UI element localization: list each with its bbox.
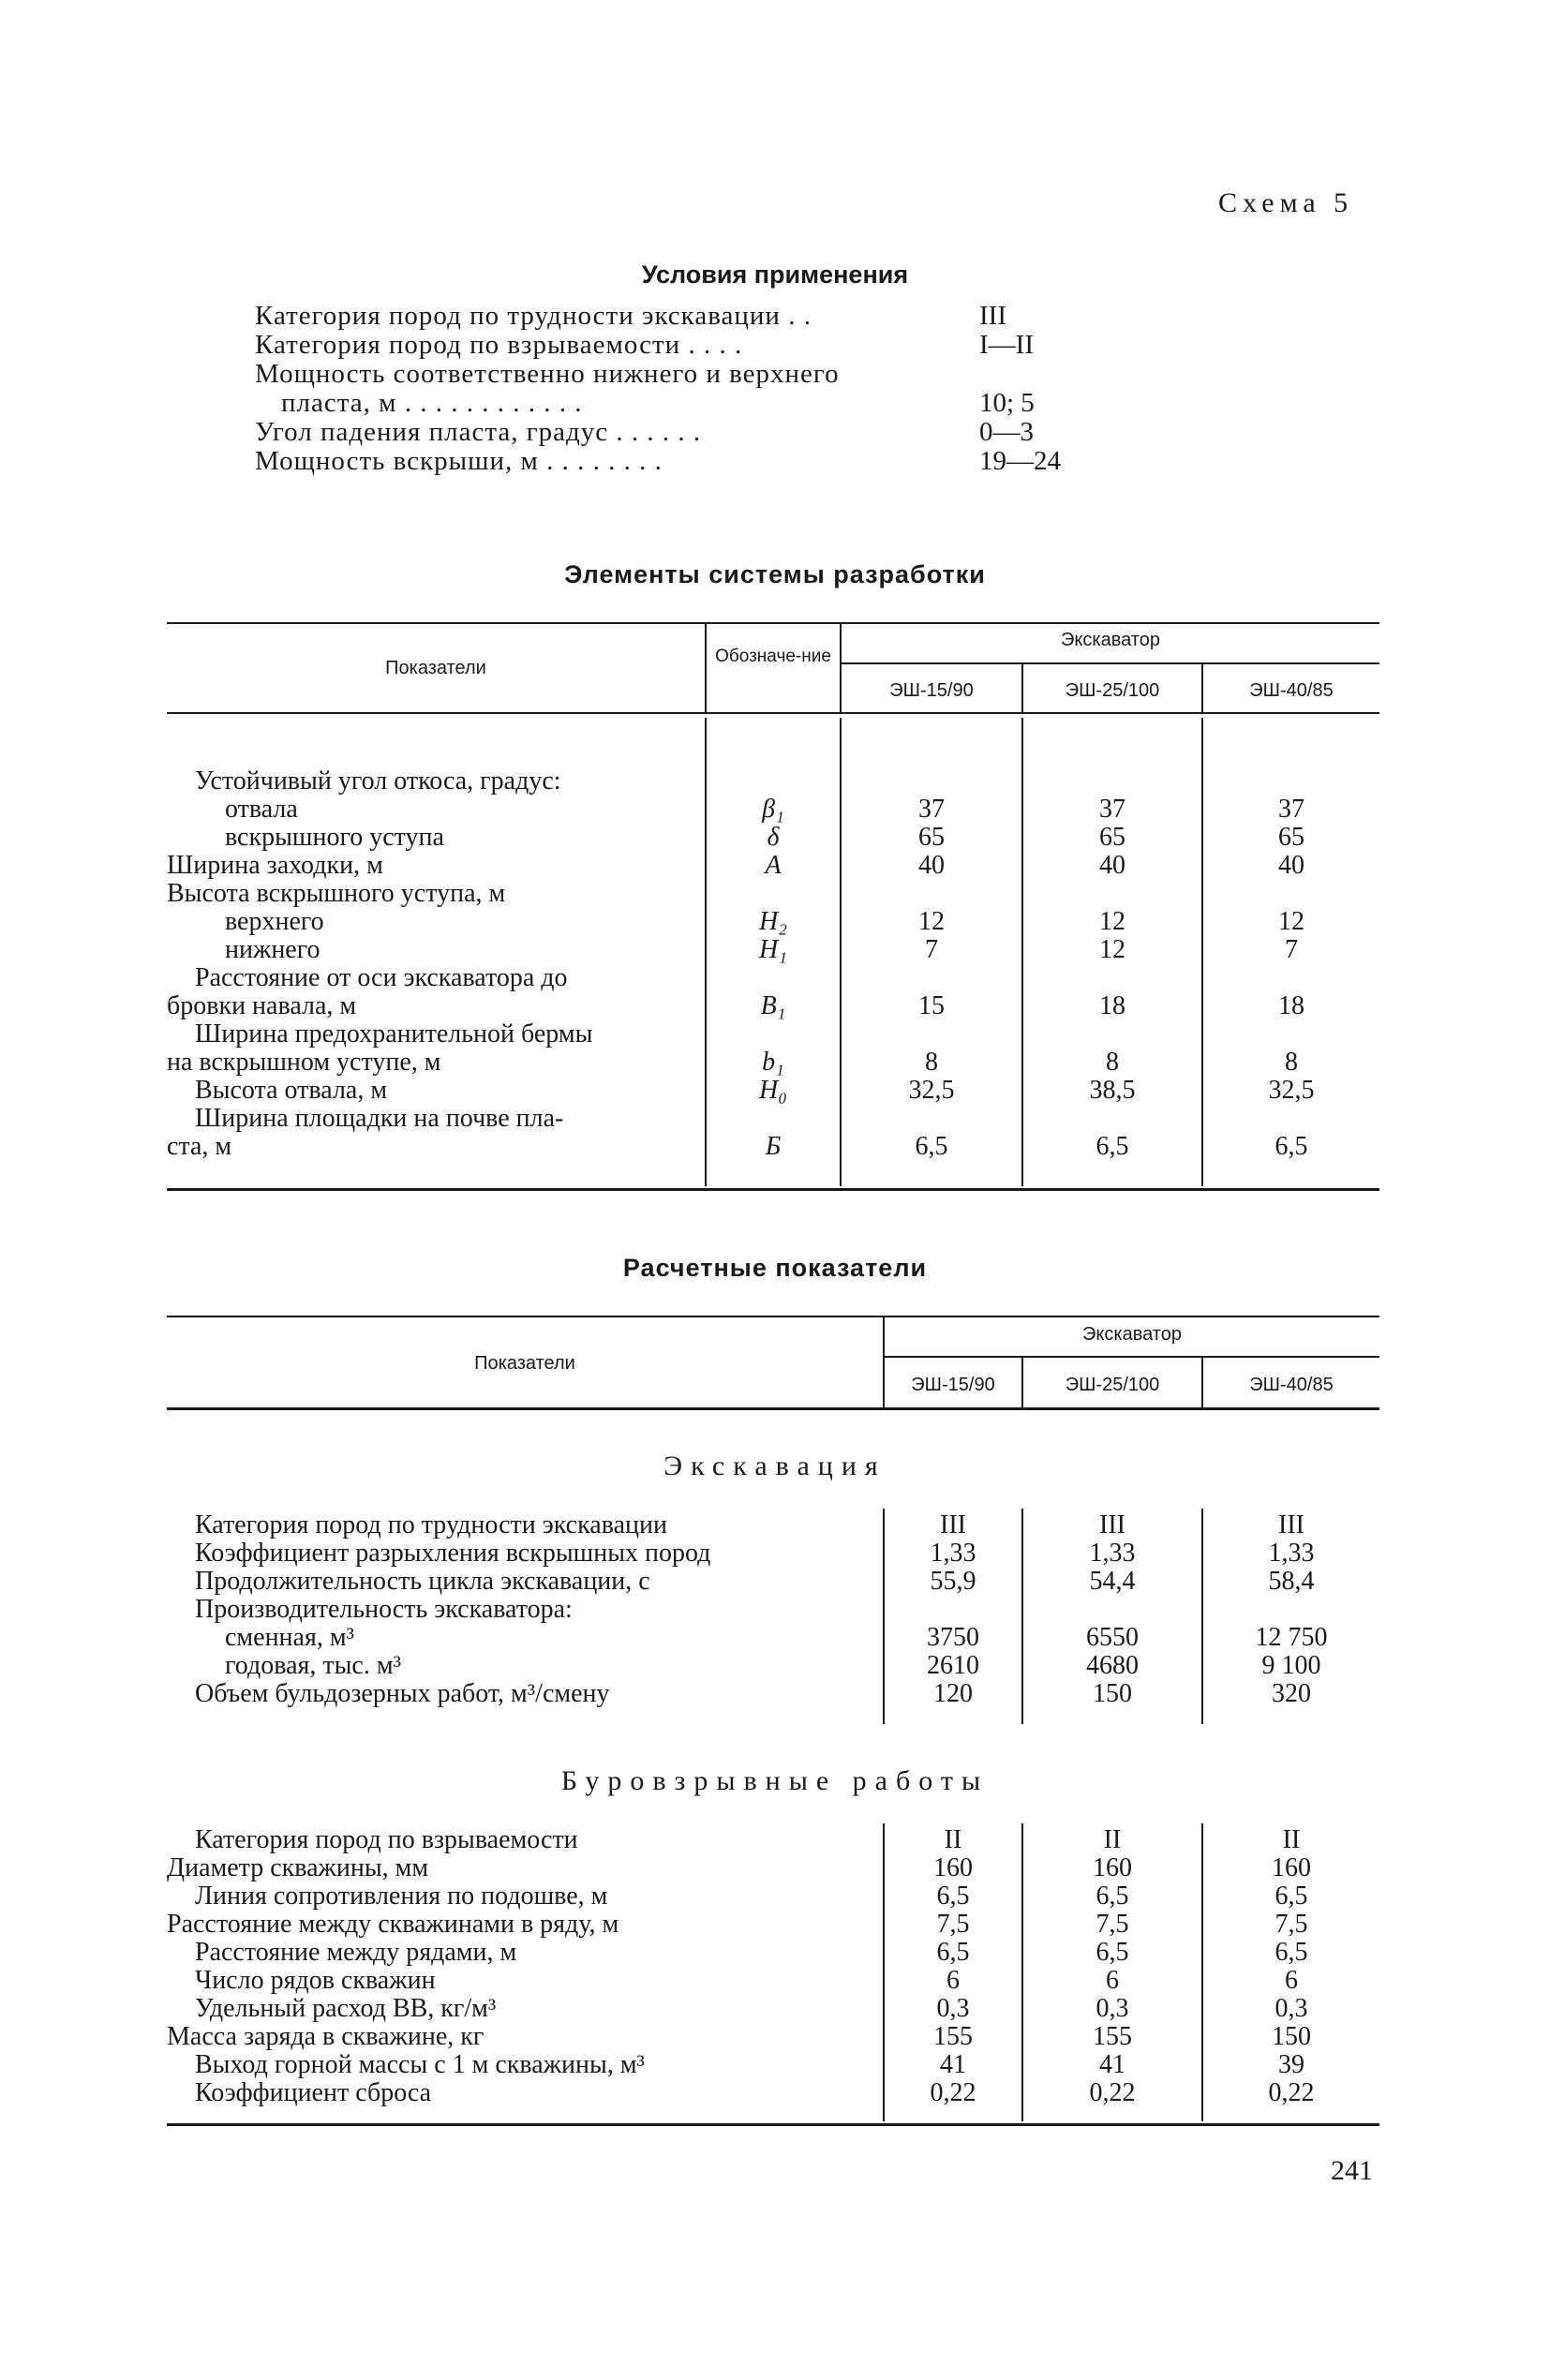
elements-title: Элементы системы разработки <box>564 560 986 588</box>
row-label: ста, м <box>167 1132 232 1161</box>
cell-value: 1,33 <box>930 1539 976 1568</box>
table-row <box>0 1994 1550 2022</box>
cell-value: 65 <box>1278 823 1304 852</box>
cell-value: 150 <box>1272 2022 1311 2051</box>
table-row <box>0 1539 1550 1567</box>
table-row <box>0 851 1550 879</box>
header-designation: Обозначе-ние <box>715 647 831 666</box>
cell-value: III <box>1099 1510 1125 1540</box>
row-label: отвала <box>225 795 298 824</box>
condition-label: Категория пород по трудности экскавации . . <box>255 301 812 331</box>
cell-value: 12 <box>918 907 945 936</box>
cell-value: II <box>1282 1825 1301 1854</box>
table-row <box>0 1595 1550 1623</box>
cell-value: 7,5 <box>1274 1910 1308 1939</box>
row-label: Ширина заходки, м <box>167 851 383 880</box>
cell-value: 6,5 <box>1095 1132 1129 1161</box>
cell-value: 6,5 <box>1095 1882 1129 1911</box>
row-label: Коэффициент сброса <box>195 2078 432 2107</box>
header-indicators: Показатели <box>385 658 486 678</box>
cell-value: 160 <box>933 1853 973 1882</box>
cell-value: 37 <box>1099 795 1125 824</box>
cell-value: 12 750 <box>1255 1623 1328 1652</box>
table-rule <box>167 1188 1379 1191</box>
cell-value: 160 <box>1093 1853 1132 1882</box>
condition-label: Мощность соответственно нижнего и верхнего <box>255 359 840 389</box>
table-rule <box>167 2123 1379 2126</box>
header-model: ЭШ-25/100 <box>1065 680 1160 701</box>
row-label: Ширина предохранительной бермы <box>195 1019 593 1049</box>
row-symbol: H₁ <box>759 935 787 964</box>
row-label: Категория пород по взрываемости <box>195 1825 578 1854</box>
cell-value: 12 <box>1278 907 1304 936</box>
cell-value: 18 <box>1099 991 1125 1020</box>
table-row <box>0 1679 1550 1707</box>
cell-value: 120 <box>933 1679 973 1708</box>
row-label: Продолжительность цикла экскавации, с <box>195 1567 650 1596</box>
table-rule <box>167 712 1379 714</box>
cell-value: 54,4 <box>1089 1567 1136 1596</box>
table-row <box>0 991 1550 1019</box>
row-label: Объем бульдозерных работ, м³/смену <box>195 1679 610 1708</box>
condition-label: Угол падения пласта, градус . . . . . . <box>255 417 702 447</box>
cell-value: 38,5 <box>1089 1076 1136 1105</box>
table-row <box>0 963 1550 991</box>
cell-value: 155 <box>933 2022 973 2051</box>
page-number: 241 <box>1331 2155 1373 2186</box>
header-model: ЭШ-40/85 <box>1249 1375 1334 1395</box>
table-row <box>0 766 1550 795</box>
condition-label: Категория пород по взрываемости . . . . <box>255 330 743 360</box>
cell-value: 12 <box>1099 907 1125 936</box>
cell-value: 7,5 <box>1095 1910 1129 1939</box>
row-label: Ширина площадки на почве пла- <box>195 1104 564 1133</box>
cell-value: 3750 <box>927 1623 979 1652</box>
cell-value: 40 <box>1278 851 1304 880</box>
table-row <box>0 1966 1550 1994</box>
table-row <box>0 2022 1550 2050</box>
table-row <box>0 2078 1550 2106</box>
table-row <box>0 823 1550 851</box>
cell-value: 6 <box>1106 1966 1119 1995</box>
cell-value: 32,5 <box>908 1076 955 1105</box>
cell-value: 8 <box>925 1048 938 1077</box>
calc-title: Расчетные показатели <box>622 1254 928 1282</box>
table-row <box>0 879 1550 907</box>
table-rule <box>167 622 1379 624</box>
cell-value: 55,9 <box>930 1567 976 1596</box>
cell-value: 6,5 <box>1095 1938 1129 1967</box>
table-row <box>0 1048 1550 1076</box>
cell-value: 41 <box>1099 2050 1125 2079</box>
row-label: Диаметр скважины, мм <box>167 1853 429 1882</box>
cell-value: 7 <box>1285 935 1298 964</box>
cell-value: 37 <box>918 795 945 824</box>
table-row <box>0 1104 1550 1132</box>
row-symbol: β₁ <box>762 795 784 824</box>
row-label: на вскрышном уступе, м <box>167 1048 441 1077</box>
row-label: Выход горной массы с 1 м скважины, м³ <box>195 2050 645 2079</box>
section-heading: Экскавация <box>663 1450 887 1481</box>
table-row <box>0 1019 1550 1048</box>
header-model: ЭШ-25/100 <box>1065 1375 1160 1395</box>
row-label: нижнего <box>225 935 320 964</box>
row-label: Расстояние от оси экскаватора до <box>195 963 568 992</box>
row-label: годовая, тыс. м³ <box>225 1651 401 1680</box>
cell-value: 12 <box>1099 935 1125 964</box>
table-row <box>0 1882 1550 1910</box>
cell-value: 0,3 <box>936 1994 970 2023</box>
cell-value: 6,5 <box>936 1938 970 1967</box>
cell-value: 7 <box>925 935 938 964</box>
row-symbol: Б <box>765 1132 782 1161</box>
condition-value: 10; 5 <box>979 388 1035 418</box>
row-label: Высота вскрышного уступа, м <box>167 879 506 908</box>
cell-value: 58,4 <box>1268 1567 1315 1596</box>
cell-value: 0,22 <box>1089 2078 1136 2107</box>
conditions-title: Условия применения <box>641 260 909 289</box>
cell-value: 150 <box>1093 1679 1132 1708</box>
cell-value: 9 100 <box>1261 1651 1321 1680</box>
cell-value: 15 <box>918 991 945 1020</box>
cell-value: 0,22 <box>1268 2078 1315 2107</box>
cell-value: 65 <box>1099 823 1125 852</box>
table-row <box>0 1623 1550 1651</box>
table-row <box>0 907 1550 935</box>
table-row <box>0 935 1550 963</box>
header-indicators: Показатели <box>474 1353 575 1374</box>
cell-value: III <box>1278 1510 1304 1540</box>
table-row <box>0 1938 1550 1966</box>
cell-value: 37 <box>1278 795 1304 824</box>
header-model: ЭШ-15/90 <box>911 1375 995 1395</box>
table-row <box>0 1076 1550 1104</box>
cell-value: 6550 <box>1086 1623 1139 1652</box>
cell-value: 18 <box>1278 991 1304 1020</box>
table-row <box>0 1825 1550 1853</box>
header-model: ЭШ-15/90 <box>889 680 974 701</box>
cell-value: 39 <box>1278 2050 1304 2079</box>
row-symbol: b₁ <box>762 1048 784 1077</box>
row-label: Высота отвала, м <box>195 1076 388 1105</box>
cell-value: 6,5 <box>936 1882 970 1911</box>
row-label: Производительность экскаватора: <box>195 1595 573 1624</box>
condition-value: I—II <box>979 330 1034 360</box>
condition-label: Мощность вскрыши, м . . . . . . . . <box>255 446 663 476</box>
cell-value: 0,22 <box>930 2078 976 2107</box>
table-row <box>0 795 1550 823</box>
cell-value: II <box>1103 1825 1122 1854</box>
cell-value: 6,5 <box>1274 1882 1308 1911</box>
cell-value: 2610 <box>927 1651 979 1680</box>
header-excavator: Экскаватор <box>1061 630 1160 650</box>
cell-value: 6,5 <box>1274 1938 1308 1967</box>
row-symbol: H₀ <box>759 1076 787 1105</box>
table-rule <box>885 1356 1379 1358</box>
row-symbol: А <box>765 851 782 880</box>
cell-value: 6,5 <box>915 1132 948 1161</box>
cell-value: 8 <box>1285 1048 1298 1077</box>
row-symbol: H₂ <box>759 907 787 936</box>
cell-value: 6 <box>1285 1966 1298 1995</box>
row-label: Коэффициент разрыхления вскрышных пород <box>195 1539 711 1568</box>
cell-value: 0,3 <box>1274 1994 1308 2023</box>
row-label: Линия сопротивления по подошве, м <box>195 1882 608 1911</box>
cell-value: 6 <box>946 1966 960 1995</box>
cell-value: 7,5 <box>936 1910 970 1939</box>
table-row <box>0 1567 1550 1595</box>
table-rule <box>167 1316 1379 1317</box>
row-label: бровки навала, м <box>167 991 357 1020</box>
table-row <box>0 1910 1550 1938</box>
row-symbol: δ <box>767 823 780 852</box>
cell-value: 0,3 <box>1095 1994 1129 2023</box>
cell-value: 155 <box>1093 2022 1132 2051</box>
scheme-label: Схема 5 <box>1218 187 1354 218</box>
row-symbol: B₁ <box>760 991 786 1020</box>
cell-value: 65 <box>918 823 945 852</box>
table-rule <box>842 662 1379 664</box>
row-label: Число рядов скважин <box>195 1966 436 1995</box>
cell-value: 320 <box>1272 1679 1311 1708</box>
cell-value: II <box>944 1825 962 1854</box>
row-label: верхнего <box>225 907 324 936</box>
cell-value: 8 <box>1106 1048 1119 1077</box>
condition-value: III <box>979 301 1006 331</box>
cell-value: 6,5 <box>1274 1132 1308 1161</box>
cell-value: 41 <box>940 2050 966 2079</box>
cell-value: III <box>940 1510 966 1540</box>
row-label: Масса заряда в скважине, кг <box>167 2022 484 2051</box>
table-rule <box>167 1407 1379 1410</box>
row-label: Расстояние между рядами, м <box>195 1938 517 1967</box>
cell-value: 160 <box>1272 1853 1311 1882</box>
column-divider <box>705 622 707 714</box>
table-row <box>0 1853 1550 1882</box>
condition-value: 0—3 <box>979 417 1034 447</box>
header-model: ЭШ-40/85 <box>1249 680 1334 701</box>
section-heading: Буровзрывные работы <box>560 1765 990 1796</box>
header-excavator: Экскаватор <box>1082 1324 1182 1345</box>
row-label: Удельный расход ВВ, кг/м³ <box>195 1994 497 2023</box>
cell-value: 40 <box>918 851 945 880</box>
cell-value: 1,33 <box>1089 1539 1136 1568</box>
cell-value: 4680 <box>1086 1651 1139 1680</box>
row-label: Расстояние между скважинами в ряду, м <box>167 1910 619 1939</box>
cell-value: 40 <box>1099 851 1125 880</box>
row-label: вскрышного уступа <box>225 823 444 852</box>
row-label: Категория пород по трудности экскавации <box>195 1510 667 1540</box>
table-row <box>0 1510 1550 1539</box>
condition-label: пласта, м . . . . . . . . . . . . <box>281 388 583 418</box>
condition-value: 19—24 <box>979 446 1061 476</box>
row-label: сменная, м³ <box>225 1623 354 1652</box>
cell-value: 1,33 <box>1268 1539 1315 1568</box>
table-row <box>0 1651 1550 1679</box>
table-row <box>0 1132 1550 1160</box>
row-label: Устойчивый угол откоса, градус: <box>195 766 561 796</box>
cell-value: 32,5 <box>1268 1076 1315 1105</box>
table-row <box>0 2050 1550 2078</box>
